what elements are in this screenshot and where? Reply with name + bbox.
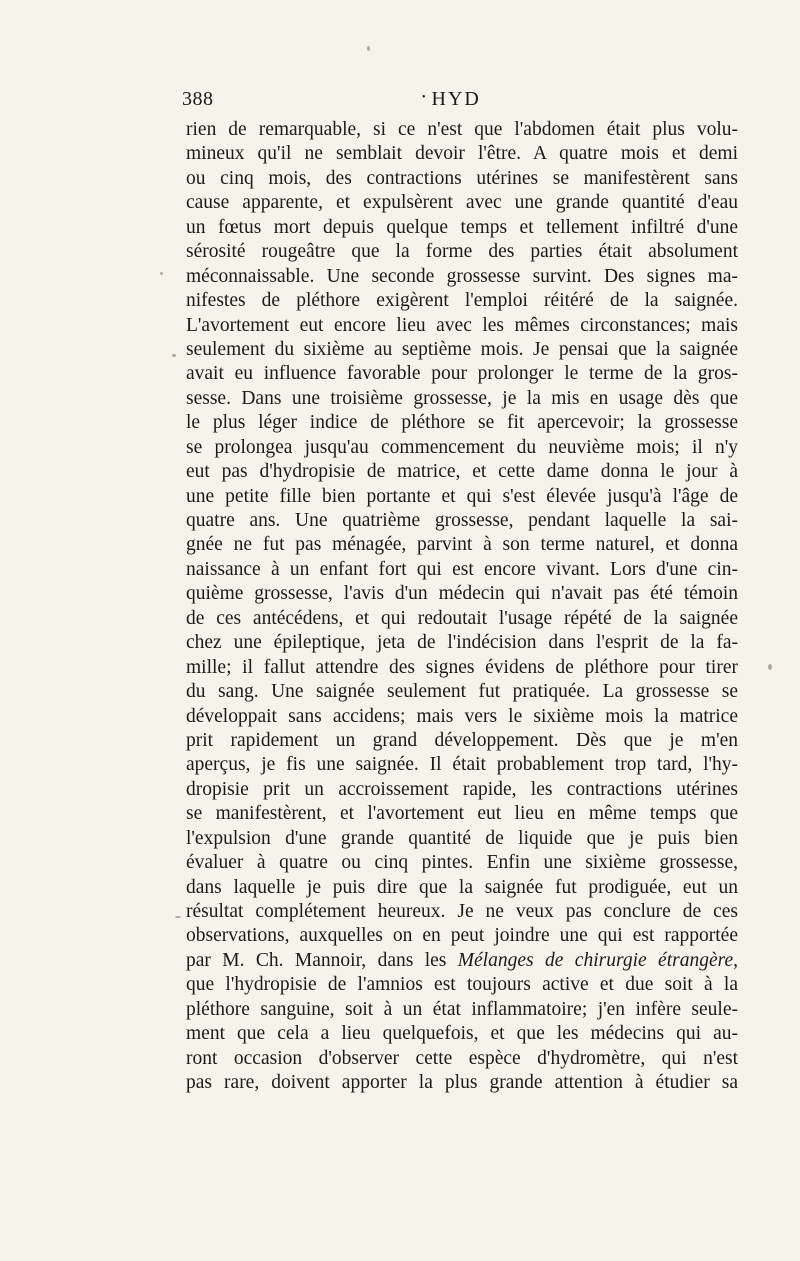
text-line: un fœtus mort depuis quelque temps et tellement infiltré d'une xyxy=(186,216,738,238)
text-line: quatre ans. Une quatrième grossesse, pendant laquelle la sai- xyxy=(186,510,738,531)
text-line: dropisie prit un accroissement rapide, les contractions utérines xyxy=(186,778,738,800)
ink-speck xyxy=(768,664,772,670)
running-head xyxy=(182,88,738,118)
text-line: chez une épileptique, jeta de l'indécision dans l'esprit de la fa- xyxy=(186,632,738,654)
text-line: sesse. Dans une troisième grossesse, je la mis en usage dès que xyxy=(186,387,738,409)
text-line: l'expulsion d'une grande quantité de liquide que je puis bien xyxy=(186,827,738,849)
text-line: développait sans accidens; mais vers le sixième mois la matrice xyxy=(186,705,738,727)
text-line: nifestes de pléthore exigèrent l'emploi réitéré de la saignée. xyxy=(186,290,738,312)
text-line: quième grossesse, l'avis d'un médecin qui n'avait pas été témoin xyxy=(186,583,738,605)
running-title: • HYD xyxy=(422,88,481,111)
text-line: ront occasion d'observer cette espèce d'hydromètre, qui n'est xyxy=(186,1047,738,1069)
ink-speck xyxy=(172,354,176,357)
text-line: observations, auxquelles on en peut joindre une qui est rapportée xyxy=(186,925,738,947)
text-line: sérosité rougeâtre que la forme des parties était absolument xyxy=(186,241,738,263)
text-line: le plus léger indice de pléthore se fit apercevoir; la grossesse xyxy=(186,412,738,434)
text-line: ment que cela a lieu quelquefois, et que les médecins qui au- xyxy=(186,1023,738,1045)
text-line: eut pas d'hydropisie de matrice, et cette dame donna le jour à xyxy=(186,461,738,483)
text-line: mille; il fallut attendre des signes évidens de pléthore pour tirer xyxy=(186,656,738,678)
ink-speck xyxy=(367,46,370,51)
text-line: cause apparente, et expulsèrent avec une grande quantité d'eau xyxy=(186,192,738,214)
text-line: prit rapidement un grand développement. Dès que je m'en xyxy=(186,729,738,751)
body-text xyxy=(186,118,738,1096)
text-line: pléthore sanguine, soit à un état inflammatoire; j'en infère seule- xyxy=(186,998,738,1020)
text-line: ou cinq mois, des contractions utérines se manifestèrent sans xyxy=(186,167,738,189)
text-line: méconnaissable. Une seconde grossesse survint. Des signes ma- xyxy=(186,265,738,287)
text-line: rien de remarquable, si ce n'est que l'abdomen était plus volu- xyxy=(186,119,738,140)
text-line: de ces antécédens, et qui redoutait l'usage répété de la saignée xyxy=(186,607,738,629)
text-line: avait eu influence favorable pour prolonger le terme de la gros- xyxy=(186,363,738,385)
page-number: 388 xyxy=(182,88,214,110)
text-line: évaluer à quatre ou cinq pintes. Enfin une sixième grossesse, xyxy=(186,852,738,874)
text-line: du sang. Une saignée seulement fut pratiquée. La grossesse se xyxy=(186,681,738,703)
text-line: se prolongea jusqu'au commencement du neuvième mois; il n'y xyxy=(186,436,738,458)
text-line: naissance à un enfant fort qui est encore vivant. Lors d'une cin- xyxy=(186,558,738,580)
text-line: que l'hydropisie de l'amnios est toujours active et due soit à la xyxy=(186,974,738,996)
text-line: seulement du sixième au septième mois. Je pensai que la saignée xyxy=(186,338,738,360)
text-line: mineux qu'il ne semblait devoir l'être. A quatre mois et demi xyxy=(186,143,738,165)
text-segment: par M. Ch. Mannoir, dans les xyxy=(186,949,458,971)
ink-speck xyxy=(175,916,181,918)
ink-speck xyxy=(160,272,163,275)
text-line: pas rare, doivent apporter la plus grande attention à étudier sa xyxy=(186,1072,738,1094)
italic-book-title: Mélanges de chirurgie étrangère xyxy=(457,949,734,971)
text-line: L'avortement eut encore lieu avec les mêmes circonstances; mais xyxy=(186,314,738,336)
text-line: se manifestèrent, et l'avortement eut lieu en même temps que xyxy=(186,803,738,825)
text-line: gnée ne fut pas ménagée, parvint à son terme naturel, et donna xyxy=(186,534,738,556)
text-line: aperçus, je fis une saignée. Il était probablement trop tard, l'hy- xyxy=(186,754,738,776)
text-line: dans laquelle je puis dire que la saignée fut prodiguée, eut un xyxy=(186,876,738,898)
text-line-with-italic xyxy=(186,949,738,973)
text-line: une petite fille bien portante et qui s'est élevée jusqu'à l'âge de xyxy=(186,485,738,507)
text-segment: , xyxy=(733,949,738,971)
text-line: résultat complétement heureux. Je ne veux pas conclure de ces xyxy=(186,901,738,922)
